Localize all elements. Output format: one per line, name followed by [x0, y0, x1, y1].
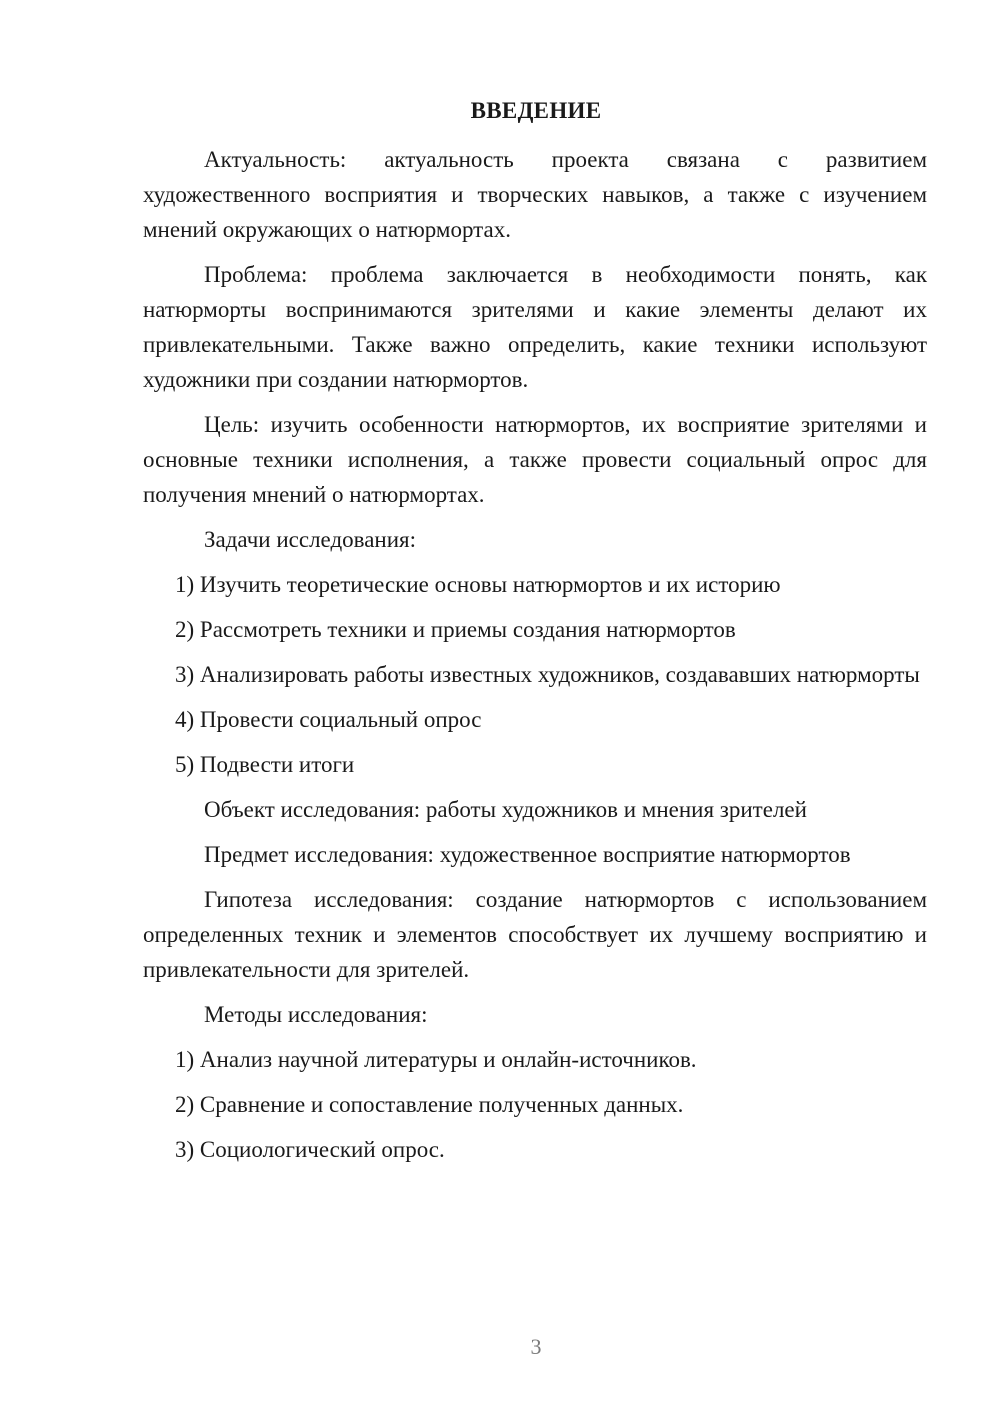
paragraph-goal: Цель: изучить особенности натюрмортов, их восприятие зрителями и основные техники исполнения, а также провести социальный опрос для получения мнений о натюрмортах. [143, 412, 927, 507]
method-item-3: 3) Социологический опрос. [175, 1137, 445, 1162]
task-item-1: 1) Изучить теоретические основы натюрмортов и их историю [175, 572, 781, 597]
method-item-2: 2) Сравнение и сопоставление полученных данных. [175, 1092, 684, 1117]
paragraph-problem: Проблема: проблема заключается в необходимости понять, как натюрморты воспринимаются зрителями и какие элементы делают их привлекательными. Также важно определить, какие техники используют художники при создании натюрмортов. [143, 262, 927, 392]
paragraph-relevance: Актуальность: актуальность проекта связана с развитием художественного восприятия и творческих навыков, а также с изучением мнений окружающих о натюрмортах. [143, 147, 927, 242]
paragraph-hypothesis: Гипотеза исследования: создание натюрмортов с использованием определенных техник и элементов способствует их лучшему восприятию и привлекательности для зрителей. [143, 887, 927, 982]
methods-heading: Методы исследования: [204, 1002, 428, 1027]
method-item-1: 1) Анализ научной литературы и онлайн-источников. [175, 1047, 697, 1072]
tasks-heading: Задачи исследования: [204, 527, 417, 552]
paragraph-subject: Предмет исследования: художественное восприятие натюрмортов [204, 842, 851, 867]
task-item-3: 3) Анализировать работы известных художников, создававших натюрморты [175, 662, 920, 687]
document-body [143, 142, 927, 1177]
page-title: ВВЕДЕНИЕ [470, 98, 602, 123]
task-item-5: 5) Подвести итоги [175, 752, 355, 777]
task-item-2: 2) Рассмотреть техники и приемы создания натюрмортов [175, 617, 736, 642]
paragraph-object: Объект исследования: работы художников и мнения зрителей [204, 797, 807, 822]
page-number: 3 [530, 1334, 542, 1359]
task-item-4: 4) Провести социальный опрос [175, 707, 482, 732]
